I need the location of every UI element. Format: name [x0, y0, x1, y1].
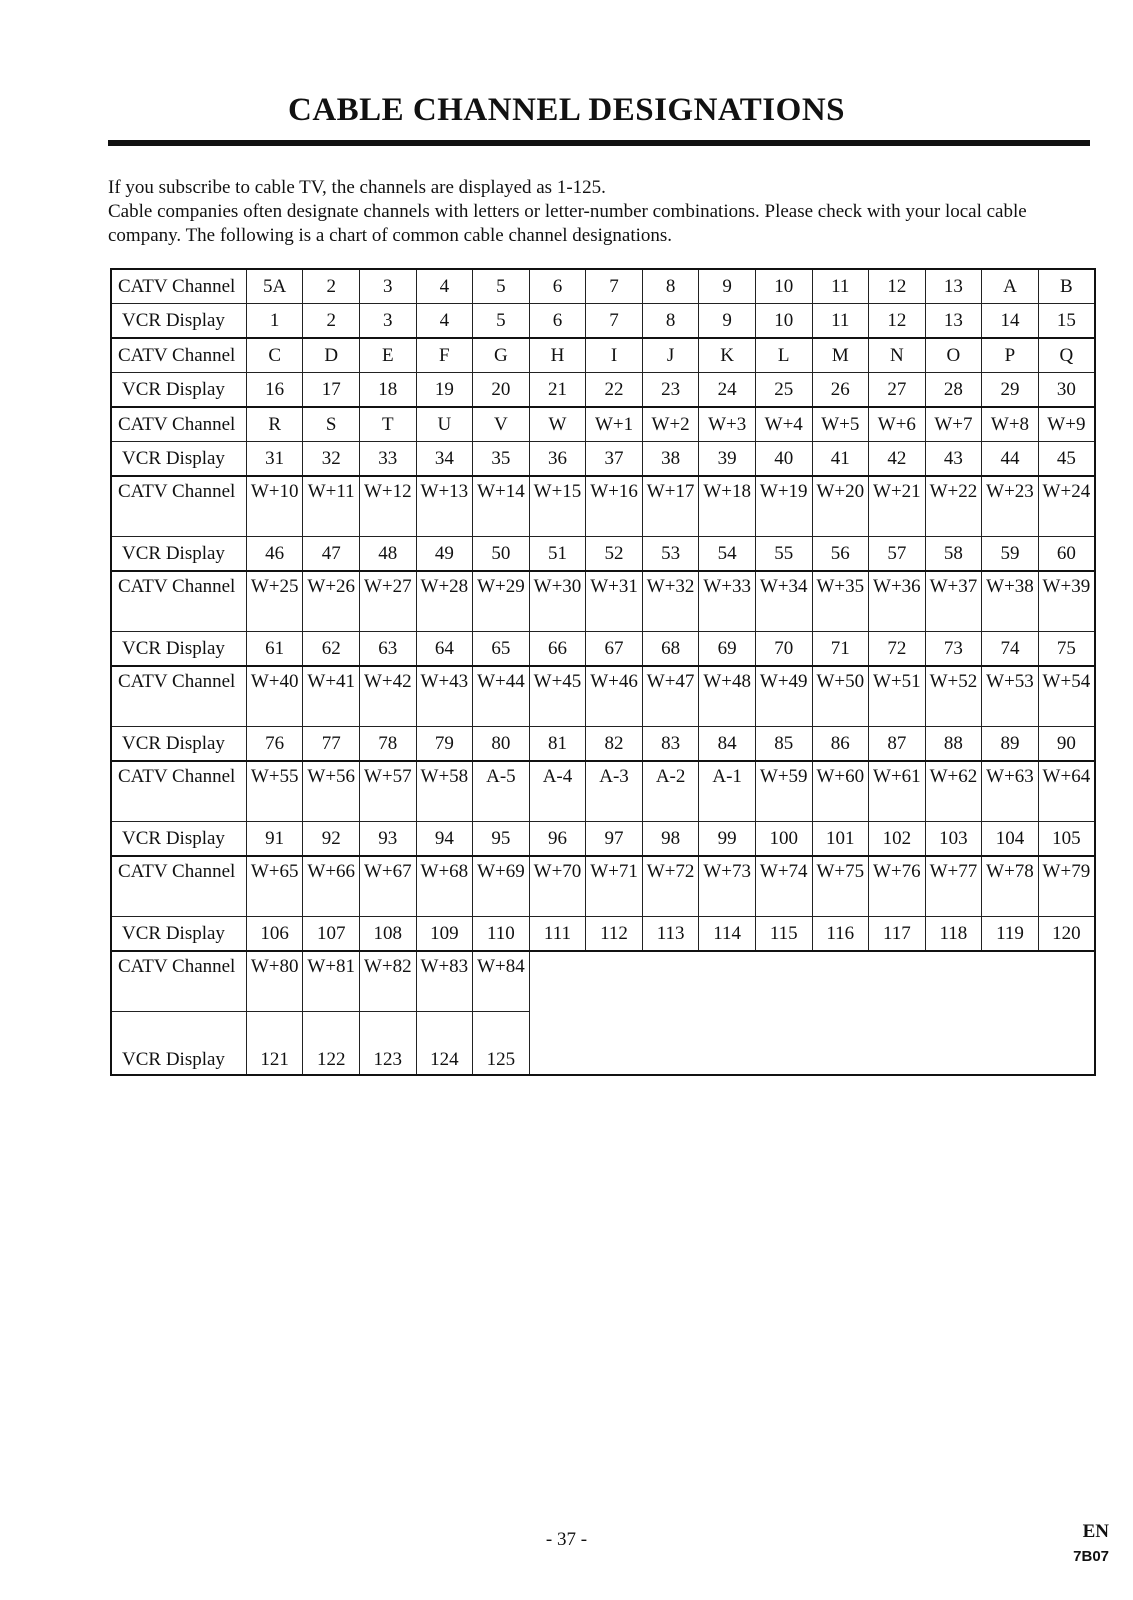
vcr-display-cell: 16 — [246, 373, 303, 408]
catv-channel-cell: A-4 — [529, 761, 586, 822]
catv-channel-cell: W+46 — [586, 666, 643, 727]
vcr-display-cell: 33 — [360, 442, 417, 477]
catv-channel-cell: A-3 — [586, 761, 643, 822]
vcr-display-cell: 83 — [642, 727, 699, 762]
vcr-display-cell: 121 — [246, 1012, 303, 1076]
catv-channel-cell: S — [303, 407, 360, 442]
vcr-display-cell: 82 — [586, 727, 643, 762]
vcr-display-cell: 65 — [473, 632, 530, 667]
vcr-display-cell: 72 — [869, 632, 926, 667]
catv-channel-cell: W+56 — [303, 761, 360, 822]
vcr-display-cell: 99 — [699, 822, 756, 857]
cable-channel-table — [110, 268, 1096, 1076]
catv-channel-cell: W+52 — [925, 666, 982, 727]
catv-channel-row — [111, 571, 1095, 632]
catv-channel-cell: W+54 — [1038, 666, 1095, 727]
vcr-display-cell: 15 — [1038, 304, 1095, 339]
vcr-display-cell: 68 — [642, 632, 699, 667]
vcr-display-cell: 24 — [699, 373, 756, 408]
catv-channel-cell: W+16 — [586, 476, 643, 537]
vcr-display-cell: 2 — [303, 304, 360, 339]
catv-channel-cell: W+33 — [699, 571, 756, 632]
catv-channel-cell: W+67 — [360, 856, 417, 917]
vcr-display-cell: 91 — [246, 822, 303, 857]
catv-channel-cell: W+12 — [360, 476, 417, 537]
catv-channel-cell: W+62 — [925, 761, 982, 822]
catv-channel-cell: A-5 — [473, 761, 530, 822]
vcr-display-label: VCR Display — [111, 822, 246, 857]
catv-channel-cell: W+39 — [1038, 571, 1095, 632]
vcr-display-cell: 114 — [699, 917, 756, 952]
catv-channel-cell: W+83 — [416, 951, 473, 1012]
catv-channel-cell: W+11 — [303, 476, 360, 537]
vcr-display-cell: 20 — [473, 373, 530, 408]
catv-channel-row — [111, 476, 1095, 537]
intro-paragraph-1: If you subscribe to cable TV, the channels are displayed as 1-125. — [108, 177, 606, 198]
catv-channel-label: CATV Channel — [111, 761, 246, 822]
catv-channel-cell: W+20 — [812, 476, 869, 537]
catv-channel-cell: W+31 — [586, 571, 643, 632]
vcr-display-row — [111, 632, 1095, 667]
vcr-display-cell: 117 — [869, 917, 926, 952]
vcr-display-cell: 113 — [642, 917, 699, 952]
vcr-display-cell: 76 — [246, 727, 303, 762]
vcr-display-cell: 59 — [982, 537, 1039, 572]
vcr-display-cell: 22 — [586, 373, 643, 408]
catv-channel-cell: W+30 — [529, 571, 586, 632]
catv-channel-cell: W+25 — [246, 571, 303, 632]
vcr-display-label: VCR Display — [111, 1012, 246, 1076]
vcr-display-cell: 75 — [1038, 632, 1095, 667]
vcr-display-label: VCR Display — [111, 537, 246, 572]
catv-channel-cell: 12 — [869, 269, 926, 304]
vcr-display-cell: 107 — [303, 917, 360, 952]
catv-channel-cell: Q — [1038, 338, 1095, 373]
vcr-display-cell: 70 — [755, 632, 812, 667]
catv-channel-cell: W+18 — [699, 476, 756, 537]
catv-channel-cell: W+65 — [246, 856, 303, 917]
catv-channel-cell: E — [360, 338, 417, 373]
intro-paragraph-2: Cable companies often designate channels with letters or letter-number combinations. Please check with your local cable company. The following is a chart of common cable channel designations. — [108, 201, 1027, 246]
vcr-display-cell: 8 — [642, 304, 699, 339]
vcr-display-cell: 35 — [473, 442, 530, 477]
vcr-display-cell: 79 — [416, 727, 473, 762]
catv-channel-cell: W+7 — [925, 407, 982, 442]
catv-channel-cell: W+69 — [473, 856, 530, 917]
catv-channel-cell: 11 — [812, 269, 869, 304]
catv-channel-cell: 9 — [699, 269, 756, 304]
vcr-display-cell: 58 — [925, 537, 982, 572]
catv-channel-cell: O — [925, 338, 982, 373]
page-title: CABLE CHANNEL DESIGNATIONS — [287, 92, 846, 128]
vcr-display-cell: 45 — [1038, 442, 1095, 477]
vcr-display-cell: 116 — [812, 917, 869, 952]
catv-channel-cell: W+72 — [642, 856, 699, 917]
catv-channel-cell: H — [529, 338, 586, 373]
page-number: - 37 - — [545, 1529, 588, 1550]
vcr-display-cell: 6 — [529, 304, 586, 339]
catv-channel-cell: W+3 — [699, 407, 756, 442]
vcr-display-row — [111, 304, 1095, 339]
catv-channel-cell: W+68 — [416, 856, 473, 917]
vcr-display-cell: 93 — [360, 822, 417, 857]
catv-channel-cell: 7 — [586, 269, 643, 304]
catv-channel-row — [111, 761, 1095, 822]
vcr-display-cell: 110 — [473, 917, 530, 952]
document-code: 7B07 — [1073, 1548, 1109, 1565]
vcr-display-cell: 11 — [812, 304, 869, 339]
vcr-display-cell: 103 — [925, 822, 982, 857]
catv-channel-cell: W+44 — [473, 666, 530, 727]
vcr-display-cell: 61 — [246, 632, 303, 667]
catv-channel-cell: W+47 — [642, 666, 699, 727]
vcr-display-cell: 55 — [755, 537, 812, 572]
catv-channel-cell: C — [246, 338, 303, 373]
vcr-display-cell: 125 — [473, 1012, 530, 1076]
vcr-display-cell: 67 — [586, 632, 643, 667]
catv-channel-cell: W+42 — [360, 666, 417, 727]
catv-channel-label: CATV Channel — [111, 951, 246, 1012]
vcr-display-cell: 66 — [529, 632, 586, 667]
catv-channel-cell: W+15 — [529, 476, 586, 537]
catv-channel-cell: W+80 — [246, 951, 303, 1012]
vcr-display-cell: 44 — [982, 442, 1039, 477]
catv-channel-cell: W+26 — [303, 571, 360, 632]
catv-channel-cell: P — [982, 338, 1039, 373]
vcr-display-cell: 17 — [303, 373, 360, 408]
catv-channel-cell: A-2 — [642, 761, 699, 822]
catv-channel-cell: A-1 — [699, 761, 756, 822]
vcr-display-cell: 119 — [982, 917, 1039, 952]
vcr-display-row — [111, 442, 1095, 477]
vcr-display-cell: 21 — [529, 373, 586, 408]
vcr-display-cell: 63 — [360, 632, 417, 667]
vcr-display-cell: 1 — [246, 304, 303, 339]
catv-channel-label: CATV Channel — [111, 666, 246, 727]
vcr-display-cell: 43 — [925, 442, 982, 477]
catv-channel-cell: W+5 — [812, 407, 869, 442]
catv-channel-label: CATV Channel — [111, 269, 246, 304]
vcr-display-cell: 13 — [925, 304, 982, 339]
vcr-display-cell: 23 — [642, 373, 699, 408]
vcr-display-cell: 37 — [586, 442, 643, 477]
catv-channel-cell: A — [982, 269, 1039, 304]
vcr-display-cell: 94 — [416, 822, 473, 857]
catv-channel-cell: W+13 — [416, 476, 473, 537]
catv-channel-cell: W+22 — [925, 476, 982, 537]
vcr-display-label: VCR Display — [111, 727, 246, 762]
catv-channel-cell: D — [303, 338, 360, 373]
catv-channel-cell: W+1 — [586, 407, 643, 442]
catv-channel-cell: W+43 — [416, 666, 473, 727]
vcr-display-cell: 48 — [360, 537, 417, 572]
vcr-display-cell: 27 — [869, 373, 926, 408]
vcr-display-cell: 105 — [1038, 822, 1095, 857]
vcr-display-cell: 18 — [360, 373, 417, 408]
catv-channel-cell: 8 — [642, 269, 699, 304]
catv-channel-cell: T — [360, 407, 417, 442]
vcr-display-cell: 71 — [812, 632, 869, 667]
catv-channel-cell: 10 — [755, 269, 812, 304]
vcr-display-cell: 7 — [586, 304, 643, 339]
vcr-display-label: VCR Display — [111, 917, 246, 952]
catv-channel-cell: F — [416, 338, 473, 373]
catv-channel-cell: W+71 — [586, 856, 643, 917]
vcr-display-cell: 3 — [360, 304, 417, 339]
vcr-display-cell: 92 — [303, 822, 360, 857]
vcr-display-cell: 98 — [642, 822, 699, 857]
catv-channel-cell: W+58 — [416, 761, 473, 822]
catv-channel-cell: W+4 — [755, 407, 812, 442]
vcr-display-cell: 112 — [586, 917, 643, 952]
vcr-display-cell: 69 — [699, 632, 756, 667]
catv-channel-cell: W+60 — [812, 761, 869, 822]
catv-channel-cell: L — [755, 338, 812, 373]
catv-channel-cell: W+63 — [982, 761, 1039, 822]
vcr-display-cell: 74 — [982, 632, 1039, 667]
catv-channel-cell: W+23 — [982, 476, 1039, 537]
catv-channel-row — [111, 338, 1095, 373]
vcr-display-cell: 4 — [416, 304, 473, 339]
catv-channel-cell: W+76 — [869, 856, 926, 917]
vcr-display-cell: 56 — [812, 537, 869, 572]
vcr-display-cell: 106 — [246, 917, 303, 952]
vcr-display-cell: 46 — [246, 537, 303, 572]
vcr-display-cell: 87 — [869, 727, 926, 762]
vcr-display-label: VCR Display — [111, 304, 246, 339]
catv-channel-cell: W+14 — [473, 476, 530, 537]
catv-channel-label: CATV Channel — [111, 476, 246, 537]
vcr-display-cell: 104 — [982, 822, 1039, 857]
vcr-display-label: VCR Display — [111, 442, 246, 477]
catv-channel-cell: K — [699, 338, 756, 373]
catv-channel-cell: W+49 — [755, 666, 812, 727]
vcr-display-cell: 52 — [586, 537, 643, 572]
vcr-display-cell: 12 — [869, 304, 926, 339]
vcr-display-cell: 50 — [473, 537, 530, 572]
catv-channel-cell: R — [246, 407, 303, 442]
catv-channel-cell: W+36 — [869, 571, 926, 632]
vcr-display-cell: 90 — [1038, 727, 1095, 762]
catv-channel-cell: V — [473, 407, 530, 442]
catv-channel-cell: 3 — [360, 269, 417, 304]
vcr-display-cell: 36 — [529, 442, 586, 477]
catv-channel-cell: 5A — [246, 269, 303, 304]
vcr-display-cell: 32 — [303, 442, 360, 477]
vcr-display-cell: 64 — [416, 632, 473, 667]
vcr-display-cell: 73 — [925, 632, 982, 667]
vcr-display-cell: 84 — [699, 727, 756, 762]
vcr-display-cell: 118 — [925, 917, 982, 952]
catv-channel-cell: M — [812, 338, 869, 373]
catv-channel-cell: W+57 — [360, 761, 417, 822]
catv-channel-cell: G — [473, 338, 530, 373]
vcr-display-cell: 86 — [812, 727, 869, 762]
vcr-display-cell: 28 — [925, 373, 982, 408]
vcr-display-cell: 41 — [812, 442, 869, 477]
vcr-display-label: VCR Display — [111, 632, 246, 667]
vcr-display-cell: 54 — [699, 537, 756, 572]
vcr-display-cell: 115 — [755, 917, 812, 952]
catv-channel-cell: W — [529, 407, 586, 442]
vcr-display-cell: 31 — [246, 442, 303, 477]
vcr-display-row — [111, 537, 1095, 572]
vcr-display-cell: 123 — [360, 1012, 417, 1076]
vcr-display-cell: 25 — [755, 373, 812, 408]
catv-channel-cell: W+27 — [360, 571, 417, 632]
catv-channel-cell: B — [1038, 269, 1095, 304]
catv-channel-cell: W+35 — [812, 571, 869, 632]
catv-channel-cell: W+84 — [473, 951, 530, 1012]
catv-channel-cell: 5 — [473, 269, 530, 304]
catv-channel-label: CATV Channel — [111, 856, 246, 917]
vcr-display-row — [111, 917, 1095, 952]
catv-channel-cell: I — [586, 338, 643, 373]
vcr-display-cell: 53 — [642, 537, 699, 572]
vcr-display-cell: 120 — [1038, 917, 1095, 952]
catv-channel-cell: W+74 — [755, 856, 812, 917]
title-rule — [108, 140, 1090, 146]
catv-channel-cell: W+17 — [642, 476, 699, 537]
catv-channel-cell: W+50 — [812, 666, 869, 727]
catv-channel-cell: W+61 — [869, 761, 926, 822]
vcr-display-cell: 19 — [416, 373, 473, 408]
catv-channel-row — [111, 666, 1095, 727]
catv-channel-label: CATV Channel — [111, 571, 246, 632]
vcr-display-cell: 85 — [755, 727, 812, 762]
catv-channel-cell: W+41 — [303, 666, 360, 727]
vcr-display-cell: 95 — [473, 822, 530, 857]
catv-channel-cell: W+19 — [755, 476, 812, 537]
catv-channel-cell: W+45 — [529, 666, 586, 727]
vcr-display-cell: 109 — [416, 917, 473, 952]
vcr-display-row — [111, 822, 1095, 857]
catv-channel-cell: J — [642, 338, 699, 373]
catv-channel-cell: W+28 — [416, 571, 473, 632]
empty-table-area — [529, 951, 1095, 1075]
vcr-display-row — [111, 373, 1095, 408]
vcr-display-cell: 80 — [473, 727, 530, 762]
catv-channel-cell: W+78 — [982, 856, 1039, 917]
catv-channel-cell: N — [869, 338, 926, 373]
catv-channel-cell: W+9 — [1038, 407, 1095, 442]
catv-channel-cell: W+37 — [925, 571, 982, 632]
vcr-display-cell: 96 — [529, 822, 586, 857]
catv-channel-cell: W+40 — [246, 666, 303, 727]
catv-channel-cell: W+51 — [869, 666, 926, 727]
catv-channel-cell: W+48 — [699, 666, 756, 727]
vcr-display-row — [111, 727, 1095, 762]
vcr-display-cell: 108 — [360, 917, 417, 952]
catv-channel-cell: W+6 — [869, 407, 926, 442]
catv-channel-cell: W+82 — [360, 951, 417, 1012]
catv-channel-cell: W+66 — [303, 856, 360, 917]
vcr-display-cell: 81 — [529, 727, 586, 762]
catv-channel-cell: W+38 — [982, 571, 1039, 632]
catv-channel-cell: W+32 — [642, 571, 699, 632]
vcr-display-cell: 97 — [586, 822, 643, 857]
catv-channel-cell: 6 — [529, 269, 586, 304]
vcr-display-cell: 29 — [982, 373, 1039, 408]
catv-channel-row — [111, 951, 1095, 1012]
catv-channel-label: CATV Channel — [111, 338, 246, 373]
vcr-display-cell: 47 — [303, 537, 360, 572]
vcr-display-cell: 57 — [869, 537, 926, 572]
vcr-display-cell: 111 — [529, 917, 586, 952]
catv-channel-cell: W+29 — [473, 571, 530, 632]
vcr-display-cell: 34 — [416, 442, 473, 477]
catv-channel-cell: W+70 — [529, 856, 586, 917]
catv-channel-cell: W+77 — [925, 856, 982, 917]
catv-channel-cell: W+24 — [1038, 476, 1095, 537]
vcr-display-cell: 101 — [812, 822, 869, 857]
catv-channel-label: CATV Channel — [111, 407, 246, 442]
catv-channel-cell: W+34 — [755, 571, 812, 632]
vcr-display-cell: 124 — [416, 1012, 473, 1076]
vcr-display-cell: 39 — [699, 442, 756, 477]
vcr-display-cell: 14 — [982, 304, 1039, 339]
vcr-display-cell: 78 — [360, 727, 417, 762]
catv-channel-cell: 13 — [925, 269, 982, 304]
catv-channel-row — [111, 407, 1095, 442]
vcr-display-cell: 10 — [755, 304, 812, 339]
vcr-display-cell: 42 — [869, 442, 926, 477]
catv-channel-cell: W+10 — [246, 476, 303, 537]
vcr-display-cell: 60 — [1038, 537, 1095, 572]
vcr-display-cell: 62 — [303, 632, 360, 667]
catv-channel-cell: 4 — [416, 269, 473, 304]
vcr-display-label: VCR Display — [111, 373, 246, 408]
vcr-display-cell: 26 — [812, 373, 869, 408]
vcr-display-cell: 102 — [869, 822, 926, 857]
catv-channel-cell: W+55 — [246, 761, 303, 822]
catv-channel-cell: W+73 — [699, 856, 756, 917]
vcr-display-cell: 77 — [303, 727, 360, 762]
language-code: EN — [1082, 1521, 1109, 1542]
catv-channel-cell: 2 — [303, 269, 360, 304]
catv-channel-row — [111, 269, 1095, 304]
catv-channel-cell: W+81 — [303, 951, 360, 1012]
vcr-display-cell: 100 — [755, 822, 812, 857]
catv-channel-cell: W+8 — [982, 407, 1039, 442]
vcr-display-cell: 89 — [982, 727, 1039, 762]
vcr-display-cell: 88 — [925, 727, 982, 762]
vcr-display-cell: 49 — [416, 537, 473, 572]
catv-channel-cell: W+59 — [755, 761, 812, 822]
catv-channel-cell: W+2 — [642, 407, 699, 442]
vcr-display-cell: 51 — [529, 537, 586, 572]
vcr-display-cell: 5 — [473, 304, 530, 339]
catv-channel-cell: W+64 — [1038, 761, 1095, 822]
catv-channel-cell: W+53 — [982, 666, 1039, 727]
vcr-display-cell: 30 — [1038, 373, 1095, 408]
catv-channel-cell: W+21 — [869, 476, 926, 537]
vcr-display-cell: 40 — [755, 442, 812, 477]
catv-channel-row — [111, 856, 1095, 917]
catv-channel-cell: U — [416, 407, 473, 442]
vcr-display-cell: 9 — [699, 304, 756, 339]
vcr-display-cell: 122 — [303, 1012, 360, 1076]
catv-channel-cell: W+79 — [1038, 856, 1095, 917]
catv-channel-cell: W+75 — [812, 856, 869, 917]
vcr-display-cell: 38 — [642, 442, 699, 477]
